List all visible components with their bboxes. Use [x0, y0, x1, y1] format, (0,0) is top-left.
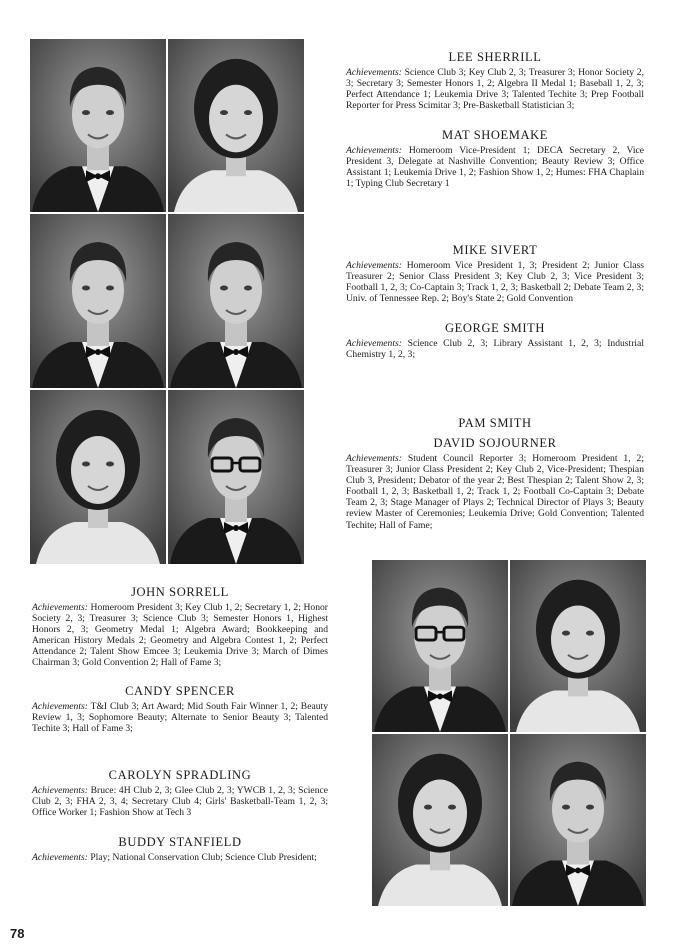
bio-david-sojourner	[346, 436, 644, 531]
achievements-text: Homeroom President 3; Key Club 1, 2; Secretary 1, 2; Honor Society 2, 3; Treasurer 3; Science Club 3; Semester Honors 1, Highest Honors 2, 3; Geometry Medal 1; Algebra Award; Bookkeeping and American History Medals 2; Geometry and Algebra Contest 1, 2; Perfect Attendance 2; Talent Show Emcee 3; Leukemia Drive 3; March of Dimes Chairman 3; Gold Convention 2; Hall of Fame 3;	[32, 602, 328, 669]
achievements-label: Achievements:	[346, 453, 402, 464]
achievements-text: T&I Club 3; Art Award; Mid South Fair Winner 1, 2; Beauty Review 1, 3; Sophomore Beauty; Alternate to Senior Beauty 3; Talented Techite 3; Hall of Fame 3;	[32, 701, 328, 735]
achievements-label: Achievements:	[346, 67, 402, 78]
portrait-candy-spencer	[510, 560, 646, 732]
bio-john-sorrell	[32, 585, 328, 669]
bio-candy-spencer	[32, 684, 328, 734]
student-name: CAROLYN SPRADLING	[108, 768, 252, 782]
achievements-text: Science Club 3; Key Club 2, 3; Treasurer 3; Honor Society 2, 3; Secretary 3; Semester Honors 1, 2; Algebra II Medal 1; Baseball 1, 2, 3; Perfect Attendance 1; Leukemia Drive 3; Talented Techite 3; Prep Football Reporter for Press Scimitar 3; Pre-Basketball Statistician 3;	[346, 67, 644, 112]
bio-pam-smith	[346, 416, 644, 433]
portrait-david-sojourner	[168, 390, 304, 564]
portrait-george-smith	[168, 214, 304, 388]
portrait-mike-sivert	[30, 214, 166, 388]
student-name: BUDDY STANFIELD	[118, 835, 242, 849]
achievements-label: Achievements:	[346, 260, 402, 271]
portrait-lee-sherrill	[30, 39, 166, 212]
achievements-text: Play; National Conservation Club; Science Club President;	[90, 852, 317, 863]
student-name: GEORGE SMITH	[445, 321, 545, 335]
student-name: MAT SHOEMAKE	[442, 128, 548, 142]
achievements-text: Student Council Reporter 3; Homeroom President 1, 2; Treasurer 3; Junior Class President 2; Key Club 2, Vice-President; Thespian Club 3, President; Debator of the year 2; Best Thespian 2; Talent Show 2, 3; Football 1, 2, 3; Basketball 1, 2; Track 1, 2; Football Co-Captain 3; Debate Team 2, 3; Stage Manager of Plays 2; Technical Director of Plays 3; Beauty review Master of Ceremonies; Leukemia Drive; Gold Convention; Talented Techite; Hall of Fame;	[346, 453, 644, 531]
achievements-text: Bruce: 4H Club 2, 3; Glee Club 2, 3; YWCB 1, 2, 3; Science Club 2, 3; FHA 2, 3, 4; Secretary Club 4; Girls' Basketball-Team 1, 2, 3; Office Worker 1; Fashion Show at Tech 3	[32, 785, 329, 819]
achievements-label: Achievements:	[346, 145, 402, 156]
student-name: MIKE SIVERT	[452, 243, 538, 257]
student-name: PAM SMITH	[458, 416, 532, 430]
bio-mat-shoemake	[346, 128, 644, 189]
achievements-label: Achievements:	[32, 785, 88, 796]
portrait-mat-shoemake	[168, 39, 304, 212]
portrait-carolyn-spradling	[372, 734, 508, 906]
achievements-text: Homeroom Vice President 1, 3; President 2; Junior Class Treasurer 2; Senior Class President 3; Key Club 2, 3; Vice President 3; Football 1, 2, 3; Co-Captain 3; Track 1, 2, 3; Basketball 2; Debate Team 2, 3; Univ. of Tennessee Rep. 2; Boy's State 2; Gold Convention	[346, 260, 644, 305]
bio-buddy-stanfield	[32, 835, 328, 863]
portrait-john-sorrell	[372, 560, 508, 732]
student-name: LEE SHERRILL	[448, 50, 542, 64]
portrait-pam-smith	[30, 390, 166, 564]
student-name: CANDY SPENCER	[125, 684, 235, 698]
achievements-label: Achievements:	[346, 338, 402, 349]
page-number: 78	[10, 926, 25, 941]
bio-george-smith	[346, 321, 644, 360]
student-name: DAVID SOJOURNER	[433, 436, 557, 450]
bio-mike-sivert	[346, 243, 644, 304]
bio-lee-sherrill	[346, 50, 644, 111]
portrait-buddy-stanfield	[510, 734, 646, 906]
achievements-label: Achievements:	[32, 852, 88, 863]
achievements-label: Achievements:	[32, 602, 88, 613]
student-name: JOHN SORRELL	[131, 585, 229, 599]
achievements-text: Homeroom Vice-President 1; DECA Secretary 2, Vice President 3, Delegate at Nashville Convention; Beauty Review 3; Office Assistant 1; Leukemia Drive 1, 2; Fashion Show 1, 2; Humes: FHA Chaplain 1; Typing Club Secretary 1	[346, 145, 645, 190]
achievements-label: Achievements:	[32, 701, 88, 712]
bio-carolyn-spradling	[32, 768, 328, 818]
achievements-text: Science Club 2, 3; Library Assistant 1, 2, 3; Industrial Chemistry 1, 2, 3;	[346, 338, 644, 361]
